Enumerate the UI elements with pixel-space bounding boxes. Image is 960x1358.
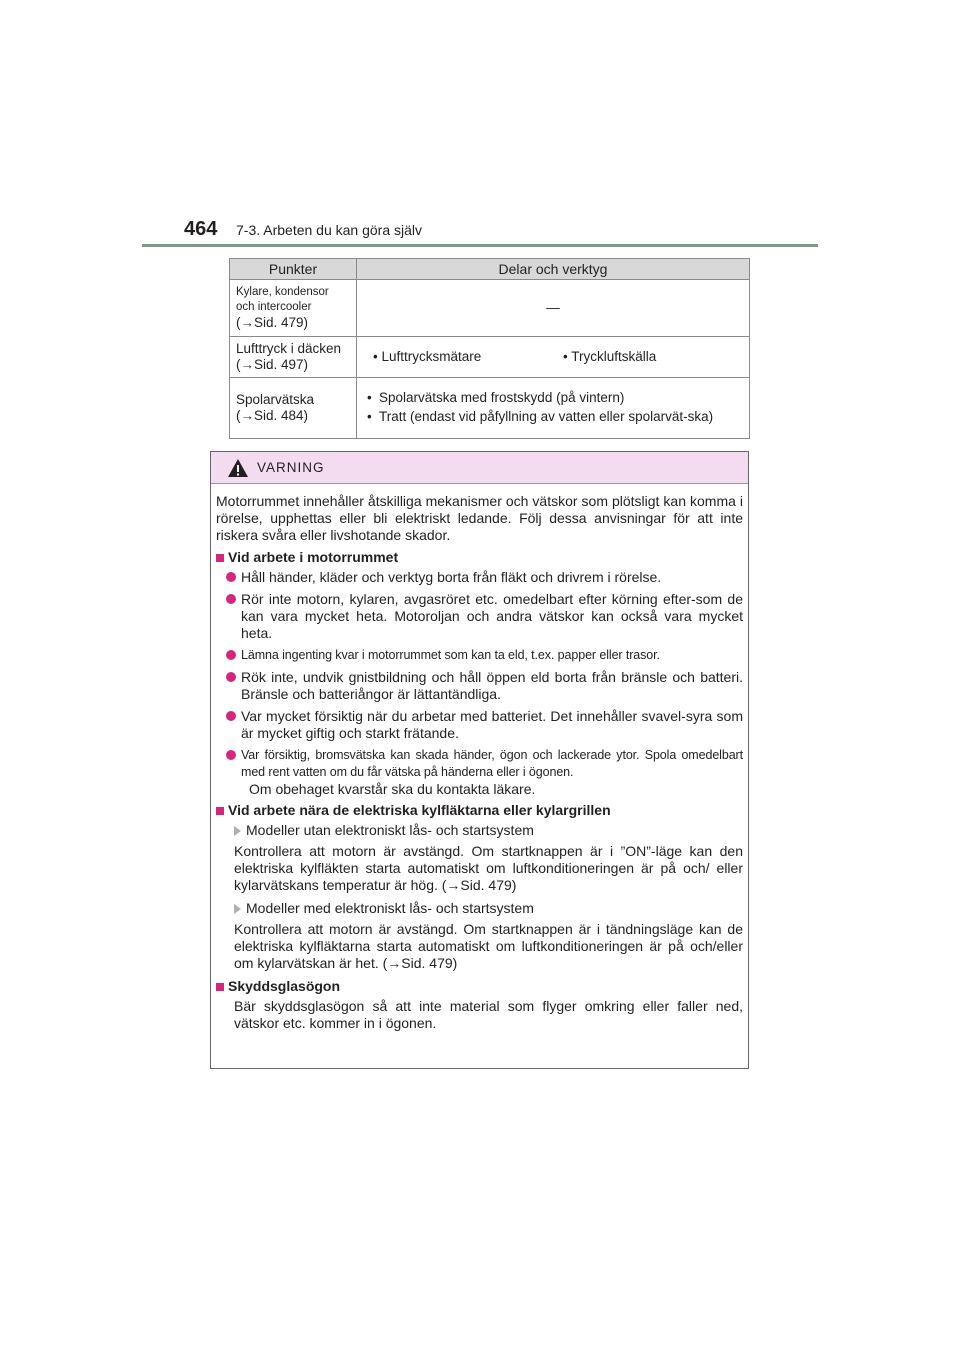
circle-bullet-icon [226,672,236,682]
column-header-items: Punkter [230,259,357,280]
sub-heading-text: Modeller utan elektroniskt lås- och startsystem [246,822,534,838]
table-row [230,280,750,337]
page-reference-link[interactable]: (→Sid. 479) [236,315,309,330]
parts-table [229,258,750,439]
list-item-text: Var mycket försiktig när du arbetar med batteriet. Det innehåller svavel-syra som är mycket giftig och starkt frätande. [241,708,743,741]
warning-title: VARNING [257,460,325,475]
list-item-text: Håll händer, kläder och verktyg borta från fläkt och drivrem i rörelse. [241,569,662,585]
item-label: Kylare, kondensor [236,286,329,298]
list-item-text: Rök inte, undvik gnistbildning och håll öppen eld borta från bränsle och batteri. Bränsle och batteriångor är lättantändliga. [241,669,743,702]
warning-header [211,452,748,484]
section-heading-text: Vid arbete nära de elektriska kylfläktarna eller kylargrillen [228,802,611,818]
page-number: 464 [184,218,218,240]
list-item-continuation: Om obehaget kvarstår ska du kontakta läkare. [249,781,536,797]
square-bullet-icon [216,554,224,562]
tools-cell [357,280,750,337]
page-reference-link[interactable]: (→Sid. 484) [236,408,309,423]
list-item [226,747,743,781]
section-title: 7-3. Arbeten du kan göra själv [236,222,423,238]
list-item-text: Lämna ingenting kvar i motorrummet som kan ta eld, t.ex. papper eller trasor. [241,648,660,662]
paragraph: Kontrollera att motorn är avstängd. Om startknappen är i tändningsläge kan de elektriska kylfläktarna starta automatiskt om luftkonditioneringen är på och/eller om kylarvätskan är het. (→Sid. 479) [234,921,743,971]
empty-dash: — [546,300,560,315]
item-label: Spolarvätska [236,392,315,407]
table-row [230,337,750,378]
sub-heading [234,822,743,839]
list-item [226,569,743,586]
triangle-bullet-icon [234,826,241,836]
sub-heading-text: Modeller med elektroniskt lås- och startsystem [246,900,534,916]
item-label: och intercooler [236,301,312,313]
table-header-row [230,259,750,280]
section-heading [216,549,743,566]
paragraph: Bär skyddsglasögon så att inte material som flyger omkring eller faller ned, vätskor etc. kommer in i ögonen. [234,998,743,1031]
sub-heading [234,900,743,917]
warning-triangle-icon [227,458,249,478]
list-item [226,647,743,664]
page-reference-link[interactable]: (→Sid. 497) [236,357,309,372]
circle-bullet-icon [226,594,236,604]
circle-bullet-icon [226,650,236,660]
warning-intro: Motorrummet innehåller åtskilliga mekanismer och vätskor som plötsligt kan komma i rörelse, upphettas eller bli elektriskt ledande. Följ dessa anvisningar för att inte riskera svåra eller livshotande skador. [216,493,743,543]
tool-item: • Lufttrycksmätare [373,349,482,364]
paragraph: Kontrollera att motorn är avstängd. Om startknappen är i ”ON”-läge kan den elektriska kylfläkten starta automatiskt om luftkonditioneringen är på och/ eller kylarvätskans temperatur är hög. (→Sid. 479) [234,843,743,893]
square-bullet-icon [216,807,224,815]
list-item-text: Var försiktig, bromsvätska kan skada händer, ögon och lackerade ytor. Spola omedelbart med rent vatten om du får vätska på händerna eller i ögonen. [241,748,743,779]
list-item-text: Rör inte motorn, kylaren, avgasröret etc. omedelbart efter körning efter-som de kan vara mycket heta. Motoroljan och andra vätskor kan också vara mycket heta. [241,591,743,641]
item-label: Lufttryck i däcken [236,341,342,356]
table-row [230,378,750,439]
tool-item: • Tratt (endast vid påfyllning av vatten eller spolarvät-ska) [363,409,743,425]
section-heading [216,802,743,819]
circle-bullet-icon [226,572,236,582]
item-cell [230,378,357,439]
column-header-tools: Delar och verktyg [357,259,750,280]
list-item [226,669,743,703]
square-bullet-icon [216,983,224,991]
item-cell [230,337,357,378]
header-divider [142,244,818,247]
list-item [226,591,743,642]
list-item [226,708,743,742]
warning-body [211,484,748,1032]
section-heading [216,978,743,995]
tool-item: • Spolarvätska med frostskydd (på vintern) [363,390,743,406]
circle-bullet-icon [226,711,236,721]
circle-bullet-icon [226,750,236,760]
tool-item: • Tryckluftskälla [563,349,657,364]
tools-cell [357,378,750,439]
tools-cell [357,337,750,378]
section-heading-text: Skyddsglasögon [228,978,341,994]
item-cell [230,280,357,337]
warning-box [210,451,749,1069]
triangle-bullet-icon [234,904,241,914]
section-heading-text: Vid arbete i motorrummet [228,549,399,565]
